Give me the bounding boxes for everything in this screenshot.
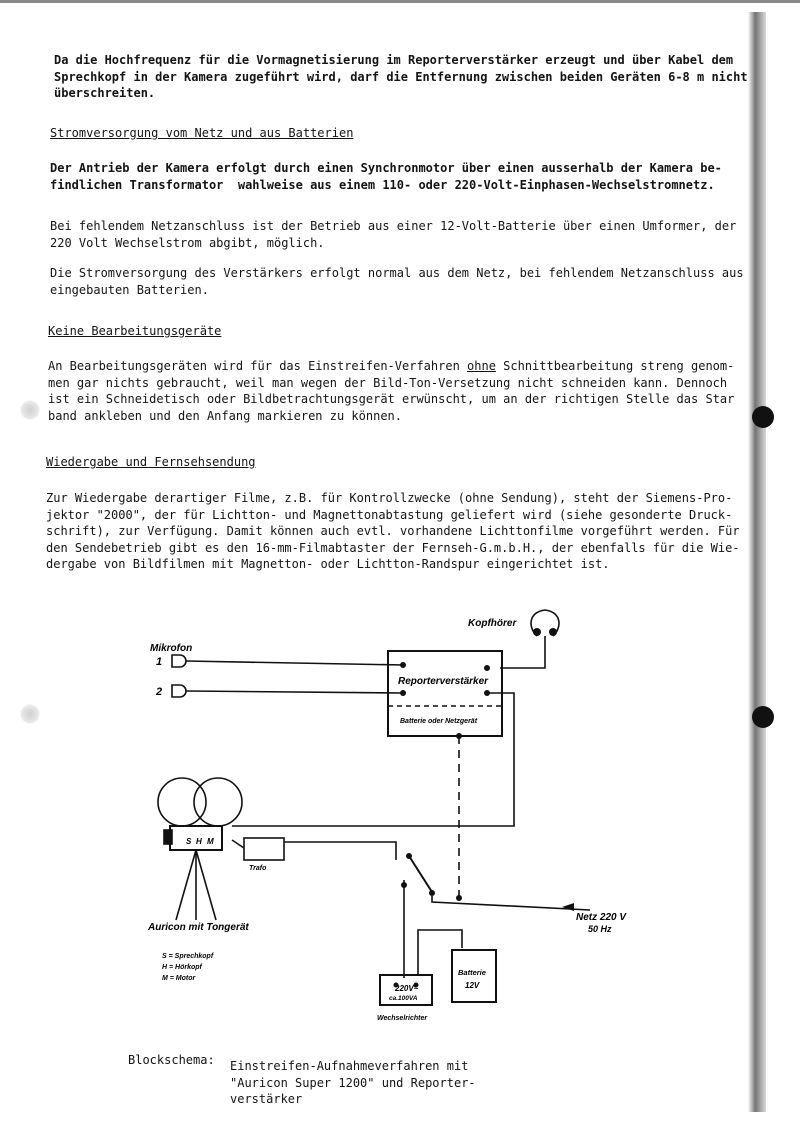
label-batterie: Batterie	[458, 968, 486, 977]
text-line: jektor "2000", der für Lichtton- und Magnettonabtastung geliefert wird (siehe gesonderte Druck-	[46, 507, 733, 522]
headphone-earcup-right	[549, 628, 557, 636]
netz-arrow-icon	[562, 903, 574, 911]
film-reel-rear	[194, 778, 242, 826]
tripod-leg	[196, 850, 216, 920]
label-mic-2: 2	[156, 686, 163, 698]
label-mikrofon: Mikrofon	[150, 643, 193, 654]
mic2-wire	[186, 691, 403, 693]
text-line: men gar nichts gebraucht, weil man wegen der Bild-Ton-Versetzung nicht schneiden kann. Dennoch	[48, 375, 728, 390]
film-reel-front	[158, 778, 206, 826]
trafo-switch-wire	[284, 842, 396, 860]
caption-line: "Auricon Super 1200" und Reporter-	[230, 1075, 476, 1090]
headphone-earcup-left	[533, 628, 541, 636]
legend-item: S = Sprechkopf	[162, 953, 214, 960]
mic1-wire	[186, 661, 403, 665]
terminal-dot	[401, 882, 407, 888]
text-line: Der Antrieb der Kamera erfolgt durch einen Synchronmotor über einen ausserhalb der Kamera be-	[50, 161, 722, 175]
text-line: ist ein Schneidetisch oder Bildbetrachtungsgerät erwünscht, um an der richtigen Stelle das Star	[48, 392, 735, 406]
power-switch	[409, 856, 432, 892]
caption-text	[230, 1058, 476, 1108]
text-line: eingebauten Batterien.	[50, 282, 209, 297]
tripod-leg	[176, 850, 196, 920]
camera-lens	[164, 830, 172, 844]
label-wechselrichter-power: ca.100VA	[389, 995, 418, 1002]
caption-line: verstärker	[230, 1092, 303, 1106]
wechselrichter-battery-wire	[418, 930, 462, 975]
underlined-word: ohne	[467, 359, 496, 373]
text-line: überschreiten.	[54, 86, 156, 100]
section-heading-bearbeitung: Keine Bearbeitungsgeräte	[48, 324, 222, 338]
legend-item: M = Motor	[162, 975, 196, 982]
terminal-dot	[456, 895, 462, 901]
label-wechselrichter-voltage: 220V~	[395, 984, 419, 993]
label-wechselrichter: Wechselrichter	[377, 1015, 428, 1022]
label-kopfhoerer: Kopfhörer	[468, 618, 517, 629]
text-line: Da die Hochfrequenz für die Vormagnetisierung im Reporterverstärker erzeugt und über Kabel dem	[54, 53, 734, 67]
camera-trafo-wire	[232, 840, 244, 848]
camera-label-m: M	[207, 837, 214, 846]
label-batterie-12v: 12V	[465, 981, 480, 990]
microphone-2-icon	[172, 685, 186, 697]
text-line: 220 Volt Wechselstrom abgibt, möglich.	[50, 235, 325, 250]
terminal-dot	[406, 853, 412, 859]
section-heading-stromversorgung: Stromversorgung vom Netz und aus Batterien	[50, 126, 354, 140]
camera-label-s: S	[186, 837, 192, 846]
label-trafo: Trafo	[249, 865, 267, 872]
text-line: den Sendebetrieb gibt es den 16-mm-Filmabtaster der Fernseh-G.m.b.H., der ebenfalls für die Wie-	[46, 540, 740, 555]
section-heading-wiedergabe: Wiedergabe und Fernsehsendung	[46, 455, 256, 469]
terminal-dot	[400, 662, 406, 668]
trafo-box	[244, 838, 284, 860]
label-netz-50hz: 50 Hz	[588, 924, 612, 934]
text-line: schrift), zur Verfügung. Damit können auch evtl. vorhandene Lichttonfilme vorgeführt werden. Für	[46, 524, 740, 538]
text-line: Zur Wiedergabe derartiger Filme, z.B. für Kontrollzwecke (ohne Sendung), steht der Siemens-Pro-	[46, 491, 733, 505]
caption-label: Blockschema:	[128, 1053, 215, 1067]
terminal-dot	[400, 690, 406, 696]
legend-item: H = Hörkopf	[162, 964, 202, 971]
text-line: band ankleben und den Anfang markieren zu können.	[48, 408, 403, 423]
text-line: findlichen Transformator wahlweise aus einem 110- oder 220-Volt-Einphasen-Wechselstromnetz.	[50, 177, 715, 192]
label-batterie-netzgeraet: Batterie oder Netzgerät	[400, 718, 478, 725]
label-netz-220v: Netz 220 V	[576, 912, 627, 923]
terminal-dot	[429, 890, 435, 896]
headphone-wire	[500, 636, 545, 668]
label-reporterverstaerker: Reporterverstärker	[398, 676, 489, 687]
text-line: Bei fehlendem Netzanschluss ist der Betrieb aus einer 12-Volt-Batterie über einen Umformer, der	[50, 219, 737, 233]
text-line: Sprechkopf in der Kamera zugeführt wird, darf die Entfernung zwischen beiden Geräten 6-8 m nicht	[54, 69, 748, 84]
text-line: Die Stromversorgung des Verstärkers erfolgt normal aus dem Netz, bei fehlendem Netzanschluss aus	[50, 266, 744, 280]
label-mic-1: 1	[156, 656, 163, 668]
terminal-dot	[484, 690, 490, 696]
text-line: dergabe von Bildfilmen mit Magnetton- oder Lichtton-Randspur eingerichtet ist.	[46, 557, 610, 571]
label-auricon: Auricon mit Tongerät	[148, 922, 249, 933]
microphone-1-icon	[172, 655, 186, 667]
caption-line: Einstreifen-Aufnahmeverfahren mit	[230, 1059, 469, 1073]
text-run: An Bearbeitungsgeräten wird für das Einstreifen-Verfahren	[48, 359, 468, 373]
terminal-dot	[484, 665, 490, 671]
camera-label-h: H	[196, 837, 202, 846]
amplifier-camera-wire	[232, 693, 514, 826]
terminal-dot	[456, 733, 462, 739]
text-run: Schnittbearbeitung streng genom-	[495, 359, 735, 373]
